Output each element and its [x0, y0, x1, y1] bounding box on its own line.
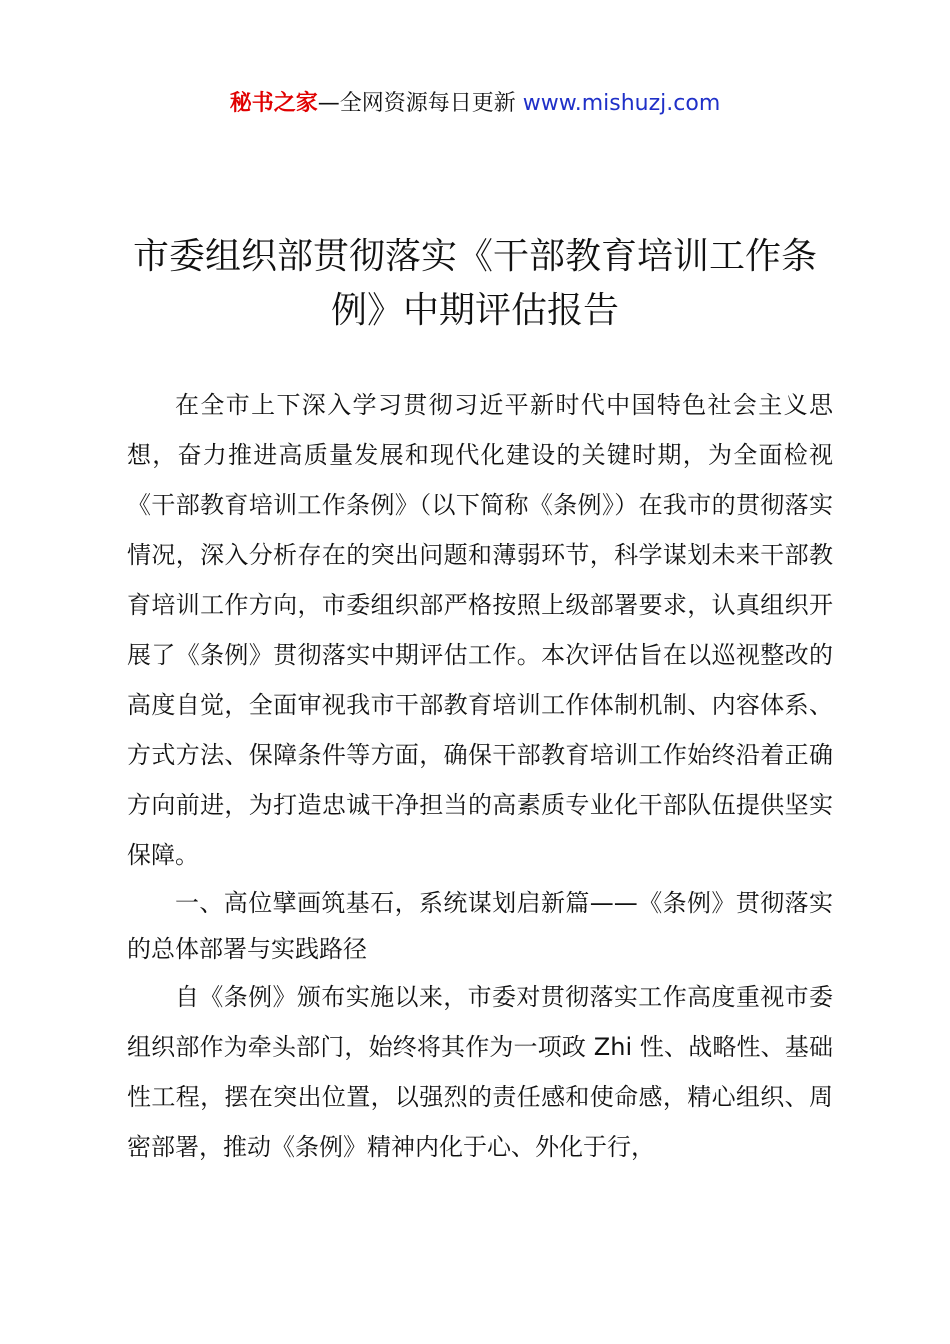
intro-paragraph: 在全市上下深入学习贯彻习近平新时代中国特色社会主义思想，奋力推进高质量发展和现代化建设的关键时期，为全面检视《干部教育培训工作条例》（以下简称《条例》）在我市的贯彻落实情况，深入分析存在的突出问题和薄弱环节，科学谋划未来干部教育培训工作方向，市委组织部严格按照上级部署要求，认真组织开展了《条例》贯彻落实中期评估工作。本次评估旨在以巡视整改的高度自觉，全面审视我市干部教育培训工作体制机制、内容体系、方式方法、保障条件等方面，确保干部教育培训工作始终沿着正确方向前进，为打造忠诚干净担当的高素质专业化干部队伍提供坚实保障。 — [127, 391, 833, 869]
site-tagline: —全网资源每日更新 — [317, 91, 516, 116]
document-title: 市委组织部贯彻落实《干部教育培训工作条例》中期评估报告 — [132, 236, 817, 331]
site-brand: 秘书之家 — [229, 91, 318, 116]
document-body — [127, 380, 833, 1172]
section-1-paragraph: 自《条例》颁布实施以来，市委对贯彻落实工作高度重视市委组织部作为牵头部门，始终将其作为一项政 Zhi 性、战略性、基础性工程，摆在突出位置，以强烈的责任感和使命感，精心组织、周密部署，推动《条例》精神内化于心、外化于行， — [127, 983, 833, 1161]
section-heading-1: 一、高位擘画筑基石，系统谋划启新篇——《条例》贯彻落实的总体部署与实践路径 — [127, 889, 833, 963]
site-header — [0, 86, 950, 122]
site-url-link[interactable]: www.mishuzj.com — [522, 91, 721, 116]
